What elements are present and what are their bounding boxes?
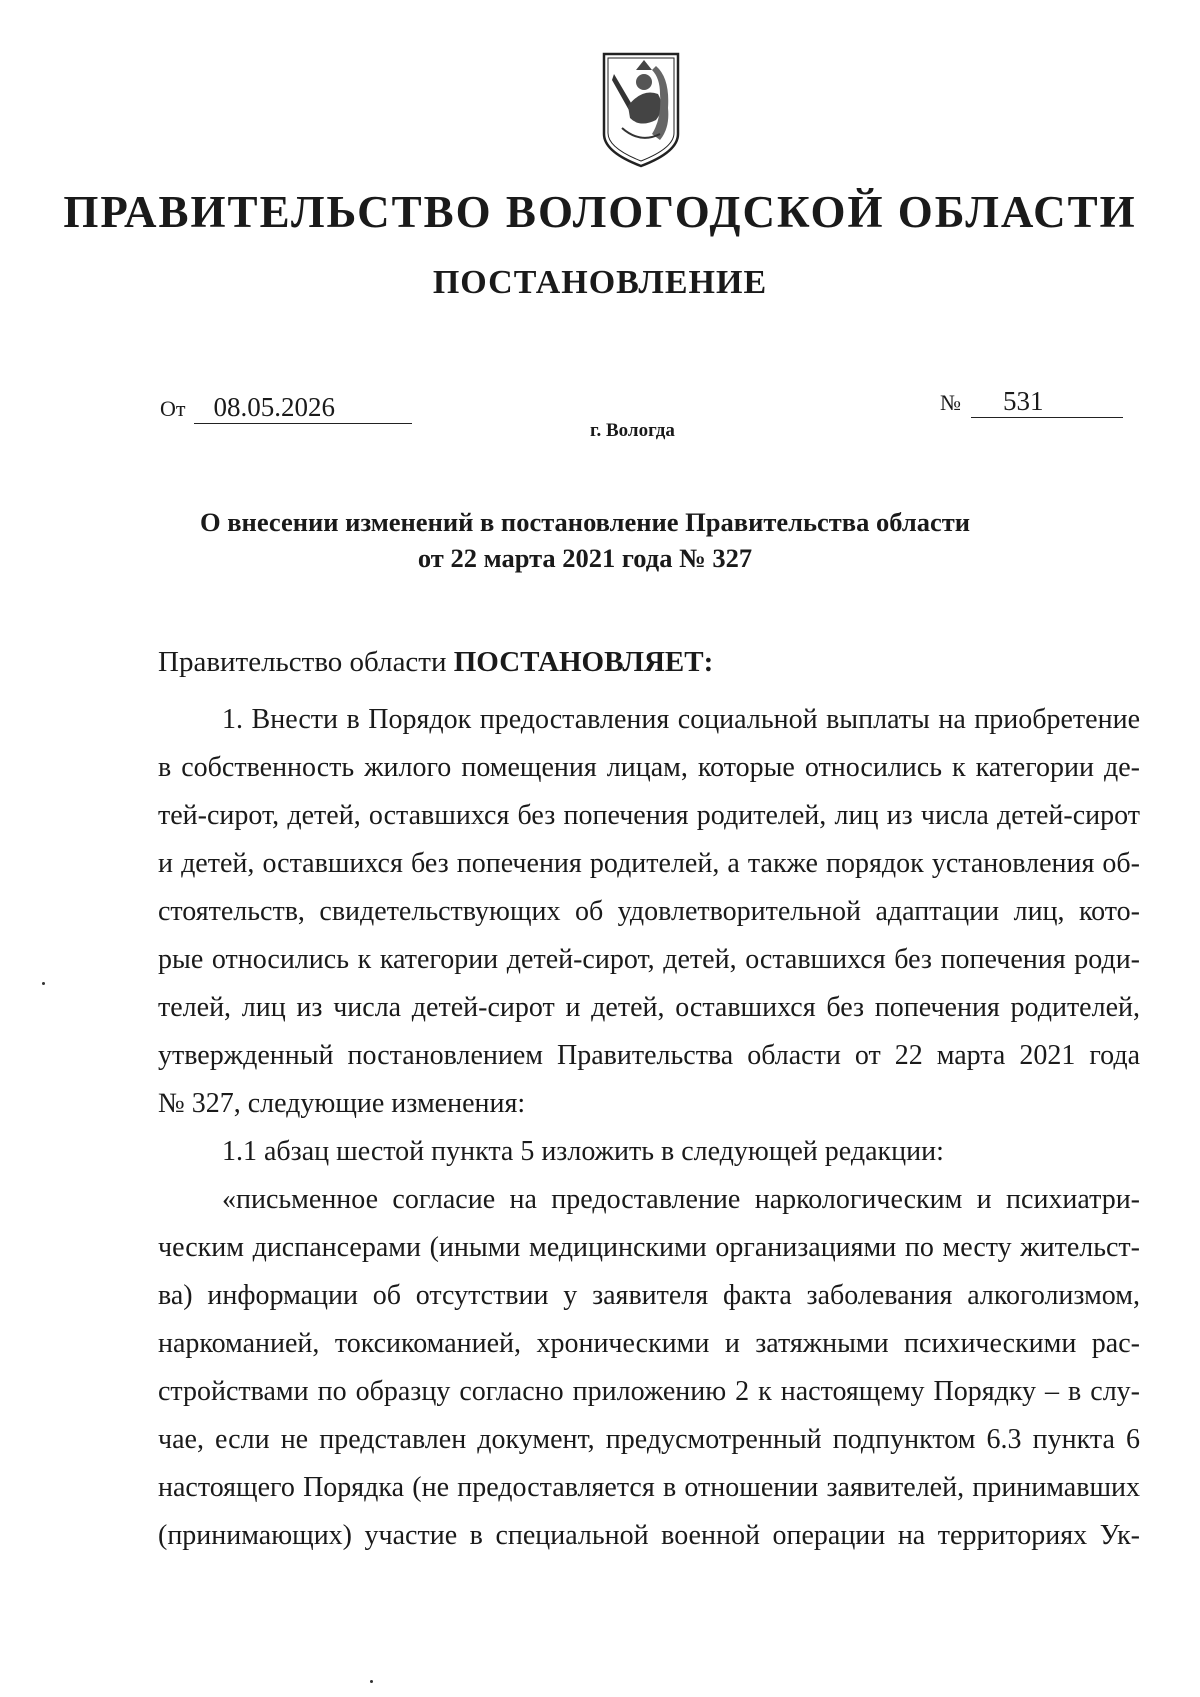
body-line: рые относились к категории детей-сирот, детей, оставшихся без попечения роди- (158, 944, 1140, 975)
body-line: стройствами по образцу согласно приложению 2 к настоящему Порядку – в слу- (158, 1376, 1140, 1407)
number-label: № (940, 390, 961, 415)
document-number: 531 (971, 386, 1123, 418)
document-type: ПОСТАНОВЛЕНИЕ (432, 264, 768, 301)
body-line: телей, лиц из числа детей-сирот и детей, оставшихся без попечения родителей, (158, 992, 1140, 1023)
body-line: наркоманией, токсикоманией, хроническими и затяжными психическими рас- (158, 1328, 1140, 1359)
scan-speck (370, 1680, 373, 1683)
body-line: чае, если не представлен документ, предусмотренный подпунктом 6.3 пункта 6 (158, 1424, 1140, 1455)
body-line: утвержденный постановлением Правительства области от 22 марта 2021 года (158, 1040, 1140, 1071)
body-line: № 327, следующие изменения: (158, 1088, 526, 1119)
body-line: тей-сирот, детей, оставшихся без попечения родителей, лиц из числа детей-сирот (158, 800, 1140, 831)
body-line: ва) информации об отсутствии у заявителя факта заболевания алкоголизмом, (158, 1280, 1140, 1311)
document-city: г. Вологда (590, 420, 675, 441)
document-subject (130, 504, 1040, 576)
body-line: стоятельств, свидетельствующих об удовлетворительной адаптации лиц, кото- (158, 896, 1140, 927)
preamble (158, 646, 713, 679)
subject-line: от 22 марта 2021 года № 327 (417, 543, 753, 573)
body-line: 1.1 абзац шестой пункта 5 изложить в следующей редакции: (222, 1136, 944, 1167)
preamble-keyword: ПОСТАНОВЛЯЕТ: (453, 646, 714, 678)
body-line: (принимающих) участие в специальной военной операции на территориях Ук- (158, 1520, 1140, 1551)
document-date: 08.05.2026 (194, 392, 412, 424)
government-title: ПРАВИТЕЛЬСТВО ВОЛОГОДСКОЙ ОБЛАСТИ (63, 187, 1137, 237)
vologda-coat-of-arms-icon (600, 48, 682, 170)
scan-speck (42, 982, 45, 985)
date-label: От (160, 396, 186, 421)
document-number-row (940, 386, 1123, 418)
body-line: 1. Внести в Порядок предоставления социальной выплаты на приобретение (222, 704, 1140, 735)
body-line: «письменное согласие на предоставление наркологическим и психиатри- (222, 1184, 1140, 1215)
body-line: настоящего Порядка (не предоставляется в отношении заявителей, принимавших (158, 1472, 1140, 1503)
preamble-text: Правительство области (158, 646, 454, 678)
body-line: в собственность жилого помещения лицам, которые относились к категории де- (158, 752, 1140, 783)
body-line: и детей, оставшихся без попечения родителей, а также порядок установления об- (158, 848, 1140, 879)
body-line: ческим диспансерами (иными медицинскими организациями по месту жительст- (158, 1232, 1140, 1263)
subject-line: О внесении изменений в постановление Правительства области (200, 507, 970, 537)
document-date-row (160, 392, 412, 424)
